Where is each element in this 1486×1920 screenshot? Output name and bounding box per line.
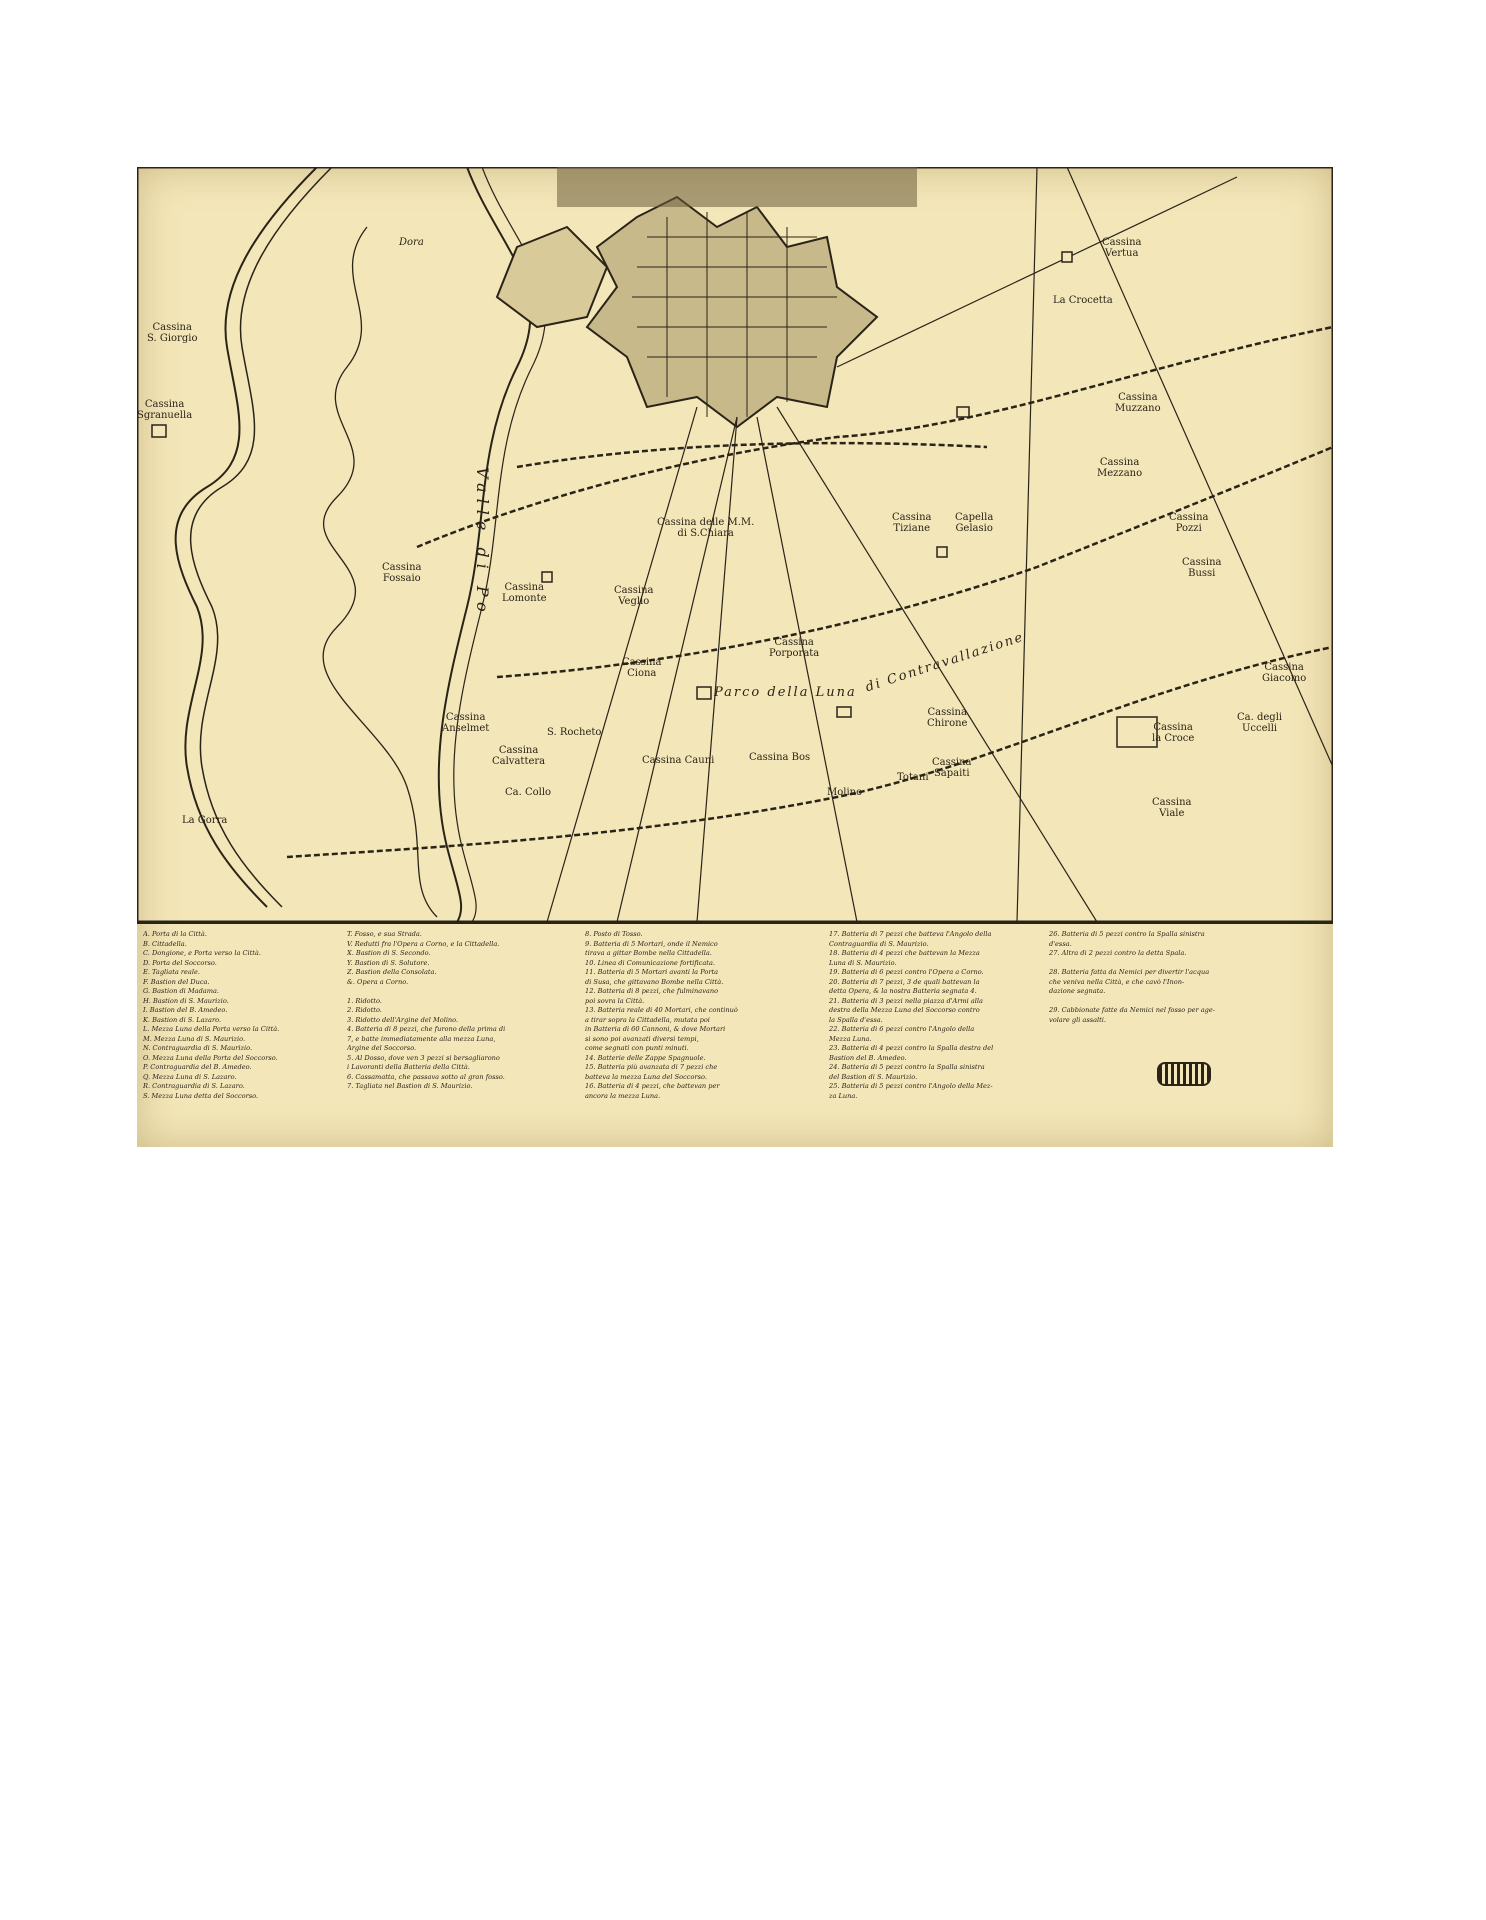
map-label-cassina-chirone: Cassina Chirone: [927, 707, 968, 729]
map-label-contravallation: di Contravallazione: [863, 629, 1027, 696]
map-label-cassina-porporata: Cassina Porporata: [769, 637, 820, 659]
legend-entry: del Bastion di S. Maurizio.: [829, 1072, 918, 1081]
legend-entry: 13. Batteria reale di 40 Mortari, che continuò: [585, 1006, 738, 1014]
legend-entry: 27. Altra di 2 pezzi contro la detta Spala.: [1049, 949, 1187, 957]
map-label-la-crocetta: La Crocetta: [1053, 295, 1113, 306]
map-label-cassina-giacomo: Cassina Giacomo: [1262, 662, 1307, 684]
legend-entry: ancora la mezza Luna.: [585, 1091, 661, 1100]
map-label-parco-della-luna: Parco della Luna: [714, 685, 857, 700]
map-area: [137, 167, 1333, 924]
legend-entry: 12. Batteria di 8 pezzi, che fulminavano: [585, 987, 719, 995]
legend-entry: come segnati con punti minuti.: [585, 1044, 689, 1052]
legend-entry: si sono poi avanzati diversi tempi,: [585, 1034, 699, 1043]
legend-entry: Bastion del B. Amedeo.: [829, 1053, 907, 1062]
legend-entry: 22. Batteria di 6 pezzi contro l'Angolo della: [829, 1025, 975, 1033]
map-label-s-rocheto: S. Rocheto: [547, 727, 602, 738]
legend-entry: B. Cittadella.: [143, 939, 187, 948]
legend-entry: 21. Batteria di 3 pezzi nella piazza d'Armi alla: [829, 996, 983, 1005]
legend-entry: S. Mezza Luna detta del Soccorso.: [143, 1091, 259, 1100]
legend-entry: 18. Batteria di 4 pezzi che battevan la Mezza: [829, 949, 980, 957]
legend-column-3: [585, 930, 825, 1101]
legend-entry: C. Dongione, e Porta verso la Città.: [143, 949, 261, 957]
legend-entry: 7, e batte immediatamente alla mezza Luna,: [347, 1034, 496, 1043]
legend-entry: volare gli assalti.: [1049, 1015, 1107, 1024]
legend-entry: E. Tagliata reale.: [143, 968, 200, 976]
map-label-cassina-bussi: Cassina Bussi: [1182, 557, 1222, 579]
map-label-cassina-calvattera: Cassina Calvattera: [492, 745, 546, 767]
legend-entry: K. Bastion di S. Lazaro.: [143, 1015, 222, 1024]
legend-entry: 4. Batteria di 8 pezzi, che furono della prima di: [347, 1025, 506, 1033]
legend-entry: F. Bastion del Duca.: [143, 977, 210, 986]
legend-entry: 1. Ridotto.: [347, 996, 382, 1005]
legend-entry: M. Mezza Luna di S. Maurizio.: [143, 1034, 246, 1043]
map-label-cassina-la-croce: Cassina la Croce: [1152, 722, 1195, 744]
cartouche-ornament: [1157, 1062, 1211, 1086]
map-label-cassina-mezzano: Cassina Mezzano: [1097, 457, 1143, 479]
legend-entry: D. Porta del Soccorso.: [143, 958, 217, 967]
map-label-river: Dora: [399, 237, 424, 248]
legend-entry: 17. Batteria di 7 pezzi che batteva l'Angolo della: [829, 930, 992, 938]
legend-entry: G. Bastion di Madama.: [143, 987, 219, 995]
map-plate: [137, 167, 1333, 1147]
legend-entry: 26. Batteria di 5 pezzi contro la Spalla sinistra: [1049, 930, 1205, 938]
map-label-cassina-anselmet: Cassina Anselmet: [442, 712, 490, 734]
legend-entry: &. Opera a Corno.: [347, 977, 409, 986]
legend-entry: 7. Tagliata nel Bastion di S. Maurizio.: [347, 1082, 473, 1090]
river-po: [176, 167, 317, 907]
legend-entry: H. Bastion di S. Maurizio.: [143, 996, 229, 1005]
legend-entry: tirava a gittar Bombe nella Cittadella.: [585, 949, 712, 957]
legend: [137, 924, 1333, 1147]
legend-entry: poi sovra la Città.: [585, 996, 645, 1005]
map-label-cassina-veglio: Cassina Veglio: [614, 585, 654, 607]
legend-entry: 8. Posto di Tosso.: [585, 930, 643, 938]
map-label-cassina-vertua: Cassina Vertua: [1102, 237, 1142, 259]
legend-entry: 23. Batteria di 4 pezzi contro la Spalla destra del: [829, 1044, 994, 1052]
legend-entry: A. Porta di la Città.: [143, 930, 207, 938]
legend-entry: R. Contraguardia di S. Lazaro.: [143, 1082, 245, 1090]
legend-entry: Q. Mezza Luna di S. Lazaro.: [143, 1072, 237, 1081]
legend-entry: L. Mezza Luna della Porta verso la Città.: [143, 1025, 280, 1033]
map-label-totani: Totani: [897, 772, 929, 783]
legend-entry: Luna di S. Maurizio.: [829, 958, 897, 967]
legend-entry: N. Contraguardia di S. Maurizio.: [143, 1044, 253, 1052]
legend-entry: 2. Ridotto.: [347, 1006, 382, 1014]
legend-entry: 14. Batterie delle Zappe Spagnuole.: [585, 1053, 706, 1062]
map-label-cassina-lomonte: Cassina Lomonte: [502, 582, 547, 604]
map-label-cassina-delle-mm: Cassina delle M.M. di S.Chiara: [657, 517, 755, 539]
legend-column-4: [829, 930, 1047, 1101]
map-label-cassina-cauni: Cassina Cauni: [642, 755, 715, 766]
legend-entry: 25. Batteria di 5 pezzi contro l'Angolo della Mez-: [829, 1082, 993, 1090]
map-label-valle: Valle di Po: [473, 467, 492, 618]
legend-entry: destra della Mezza Luna del Soccorso contro: [829, 1006, 980, 1014]
legend-entry: in Batteria di 60 Cannoni, & dove Mortari: [585, 1025, 726, 1033]
legend-entry: d'essa.: [1049, 939, 1072, 948]
legend-entry: 5. Al Dosso, dove ven 3 pezzi si bersagliarono: [347, 1053, 500, 1062]
map-label-capella-gelasio: Capella Gelasio: [955, 512, 994, 534]
legend-entry: T. Fosso, e sua Strada.: [347, 930, 422, 938]
legend-entry: 24. Batteria di 5 pezzi contro la Spalla sinistra: [829, 1063, 985, 1071]
legend-entry: 19. Batteria di 6 pezzi contro l'Opera a Corno.: [829, 968, 984, 976]
map-label-cassina-ciona: Cassina Ciona: [622, 657, 662, 679]
legend-entry: 10. Linea di Comunicazione fortificata.: [585, 958, 715, 967]
map-label-la-gorra: La Gorra: [182, 815, 228, 826]
map-label-cassina-sapaiti: Cassina Sapaiti: [932, 757, 972, 779]
legend-entry: O. Mezza Luna della Porta del Soccorso.: [143, 1053, 278, 1062]
map-label-cassina-sgranuella: Cassina Sgranuella: [137, 399, 193, 421]
map-label-cassina-s-giorgio: Cassina S. Giorgio: [147, 322, 198, 344]
legend-entry: [1049, 997, 1259, 1007]
map-label-cassina-viale: Cassina Viale: [1152, 797, 1192, 819]
legend-column-5: [1049, 930, 1259, 1025]
legend-entry: Mezza Luna.: [829, 1034, 872, 1043]
legend-entry: 11. Batteria di 5 Mortari avanti la Porta: [585, 968, 719, 976]
legend-entry: i Lavoranti della Batteria della Città.: [347, 1063, 470, 1071]
map-label-molino: Molino: [827, 787, 863, 798]
legend-entry: 3. Ridotto dell'Argine del Molino.: [347, 1015, 459, 1024]
legend-entry: detta Opera, & la nostra Batteria segnata 4.: [829, 987, 977, 995]
map-label-cassina-fossaio: Cassina Fossaio: [382, 562, 422, 584]
legend-entry: di Susa, che gittavano Bombe nella Città.: [585, 977, 724, 986]
legend-entry: Argine del Soccorso.: [347, 1044, 417, 1052]
legend-entry: che veniva nella Città, e che cavò l'Inon-: [1049, 977, 1185, 986]
legend-entry: 29. Cabbionate fatte da Nemici nel fosso per age-: [1049, 1006, 1216, 1014]
legend-entry: za Luna.: [829, 1091, 858, 1100]
map-label-ca-collo: Ca. Collo: [505, 787, 552, 798]
map-label-cassina-bos: Cassina Bos: [749, 752, 811, 763]
contravallation-lines: [287, 327, 1333, 857]
legend-entry: [347, 987, 582, 997]
legend-entry: 9. Batteria di 5 Mortari, onde il Nemico: [585, 939, 718, 948]
legend-entry: a tirar sopra la Cittadella, mutata poi: [585, 1015, 710, 1024]
legend-entry: [1049, 959, 1259, 969]
legend-entry: 20. Batteria di 7 pezzi, 3 de quali battevan la: [829, 977, 980, 986]
map-label-cassina-pozzi: Cassina Pozzi: [1169, 512, 1209, 534]
legend-column-1: [143, 930, 343, 1101]
legend-entry: I. Bastion del B. Amedeo.: [143, 1006, 228, 1014]
legend-entry: Z. Bastion della Consolata.: [347, 968, 437, 976]
legend-entry: la Spalla d'essa.: [829, 1015, 883, 1024]
legend-column-2: [347, 930, 582, 1092]
legend-entry: Y. Bastion di S. Solutore.: [347, 958, 430, 967]
map-label-ca-degli-uccelli: Ca. degli Uccelli: [1237, 712, 1283, 734]
legend-entry: V. Redutti fra l'Opera a Corno, e la Cittadella.: [347, 939, 500, 948]
city-fortifications: [497, 197, 877, 427]
legend-entry: Contraguardia di S. Maurizio.: [829, 939, 929, 948]
legend-entry: P. Contraguardia del B. Amedeo.: [143, 1063, 252, 1071]
map-label-cassina-muzzano: Cassina Muzzano: [1115, 392, 1161, 414]
legend-entry: 15. Batteria più avanzata di 7 pezzi che: [585, 1063, 718, 1071]
legend-entry: dazione segnata.: [1049, 987, 1106, 995]
legend-entry: 16. Batteria di 4 pezzi, che battevan per: [585, 1082, 720, 1090]
map-label-cassina-tiziane: Cassina Tiziane: [892, 512, 932, 534]
legend-entry: 28. Batteria fatta da Nemici per divertir l'acqua: [1049, 968, 1210, 976]
legend-entry: 6. Cassamatta, che passava sotto al gran fosso.: [347, 1072, 505, 1081]
legend-entry: X. Bastion di S. Secondo.: [347, 949, 431, 957]
legend-entry: batteva la mezza Luna del Soccorso.: [585, 1072, 707, 1081]
